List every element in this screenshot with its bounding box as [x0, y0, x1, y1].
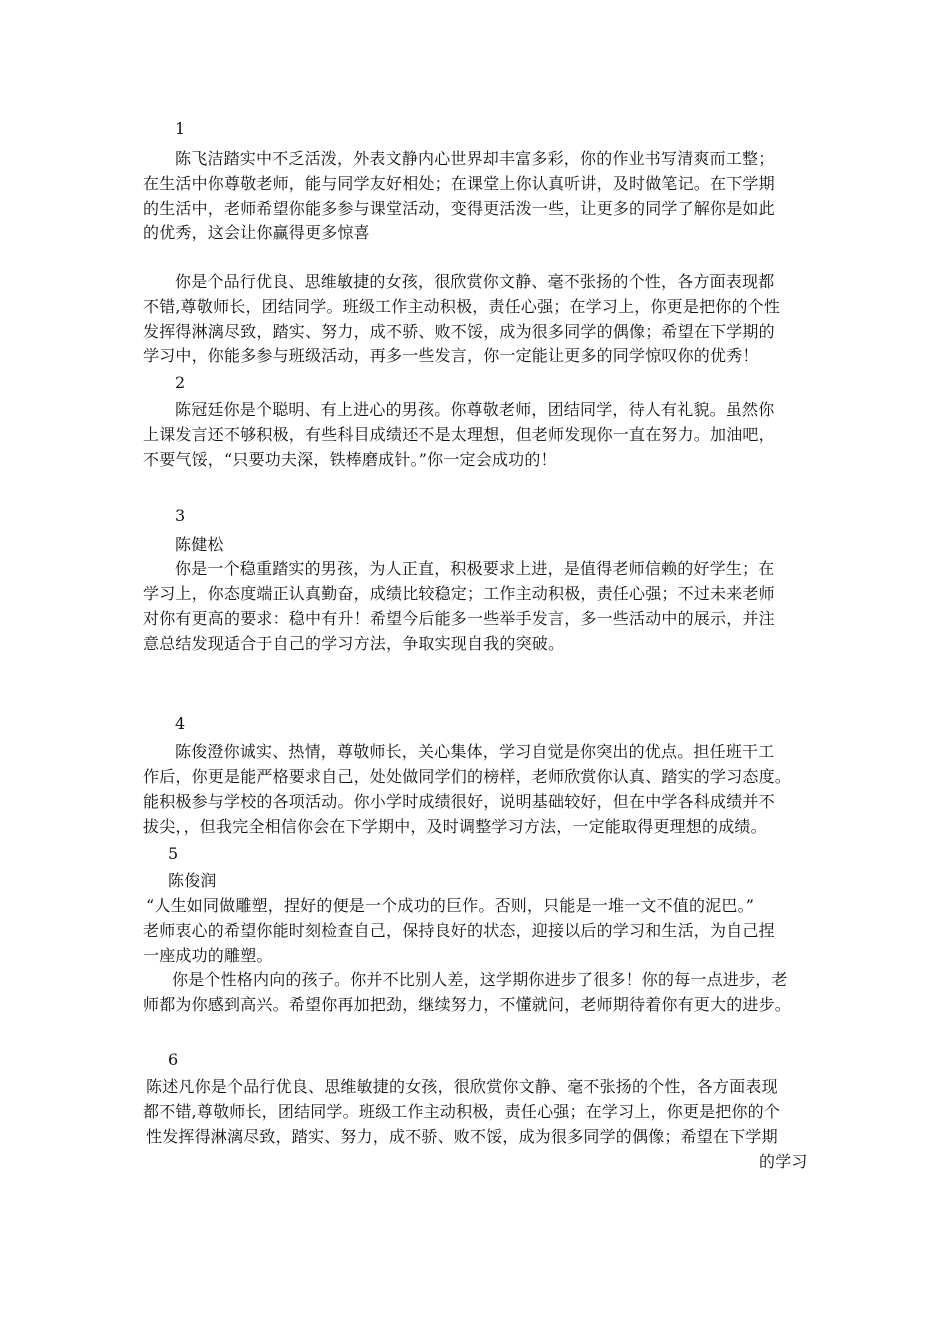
- quote-line: “人生如同做雕塑，捏好的便是一个成功的巨作。否则，只能是一堆一文不值的泥巴。”: [146, 896, 755, 915]
- paragraph-line: 的学习: [759, 1152, 808, 1171]
- paragraph-line: 意总结发现适合于自己的学习方法，争取实现自我的突破。: [143, 634, 565, 653]
- paragraph-line: 一座成功的雕塑。: [143, 946, 273, 965]
- paragraph-line: 作后，你更是能严格要求自己，处处做同学们的榜样，老师欣赏你认真、踏实的学习态度。: [143, 767, 792, 786]
- paragraph-line: 师都为你感到高兴。希望你再加把劲，继续努力，不懂就问，老师期待着你有更大的进步。: [143, 995, 792, 1014]
- paragraph-line: 陈飞洁踏实中不乏活泼，外表文静内心世界却丰富多彩，你的作业书写清爽而工整；: [175, 149, 775, 168]
- paragraph-line: 你是个性格内向的孩子。你并不比别人差，这学期你进步了很多！你的每一点进步，老: [172, 970, 788, 989]
- section-number: 4: [175, 714, 186, 733]
- paragraph-line: 陈述凡你是个品行优良、思维敏捷的女孩，很欣赏你文静、毫不张扬的个性，各方面表现: [146, 1077, 778, 1096]
- student-name: 陈健松: [175, 535, 224, 554]
- paragraph-line: 在生活中你尊敬老师，能与同学友好相处；在课堂上你认真听讲，及时做笔记。在下学期: [143, 174, 775, 193]
- section-number: 3: [175, 506, 186, 525]
- paragraph-line: 性发挥得淋漓尽致，踏实、努力，成不骄、败不馁，成为很多同学的偶像；希望在下学期: [146, 1127, 778, 1146]
- paragraph-line: 的优秀，这会让你赢得更多惊喜: [143, 223, 370, 242]
- paragraph-line: 陈冠廷你是个聪明、有上进心的男孩。你尊敬老师，团结同学，待人有礼貌。虽然你: [175, 400, 775, 419]
- section-number: 2: [175, 373, 186, 392]
- paragraph-line: 你是一个稳重踏实的男孩，为人正直，积极要求上进，是值得老师信赖的好学生；在: [175, 559, 775, 578]
- paragraph-line: 不要气馁，“只要功夫深，铁棒磨成针。”你一定会成功的！: [143, 450, 557, 469]
- student-name: 陈俊润: [168, 871, 217, 890]
- paragraph-line: 陈俊澄你诚实、热情，尊敬师长，关心集体，学习自觉是你突出的优点。担任班干工: [175, 742, 775, 761]
- section-number: 6: [168, 1050, 179, 1069]
- paragraph-line: 的生活中，老师希望你能多参与课堂活动，变得更活泼一些，让更多的同学了解你是如此: [143, 199, 775, 218]
- section-number: 1: [175, 119, 186, 138]
- paragraph-line: 能积极参与学校的各项活动。你小学时成绩很好，说明基础较好，但在中学各科成绩并不: [143, 792, 775, 811]
- paragraph-line: 不错,尊敬师长，团结同学。班级工作主动积极，责任心强；在学习上，你更是把你的个性: [143, 297, 781, 316]
- section-number: 5: [168, 844, 179, 863]
- paragraph-line: 老师衷心的希望你能时刻检查自己，保持良好的状态，迎接以后的学习和生活，为自己捏: [143, 921, 775, 940]
- paragraph-line: 拔尖，，但我完全相信你会在下学期中，及时调整学习方法，一定能取得更理想的成绩。: [143, 817, 767, 836]
- paragraph-line: 都不错,尊敬师长，团结同学。班级工作主动积极，责任心强；在学习上，你更是把你的个: [143, 1102, 781, 1121]
- paragraph-line: 学习中，你能多参与班级活动，再多一些发言，你一定能让更多的同学惊叹你的优秀！: [143, 346, 759, 365]
- paragraph-line: 发挥得淋漓尽致，踏实、努力，成不骄、败不馁，成为很多同学的偶像；希望在下学期的: [143, 322, 775, 341]
- paragraph-line: 上课发言还不够积极，有些科目成绩还不是太理想，但老师发现你一直在努力。加油吧，: [143, 425, 775, 444]
- paragraph-line: 你是个品行优良、思维敏捷的女孩，很欣赏你文静、毫不张扬的个性，各方面表现都: [175, 272, 775, 291]
- paragraph-line: 对你有更高的要求：稳中有升！希望今后能多一些举手发言，多一些活动中的展示，并注: [143, 609, 775, 628]
- paragraph-line: 学习上，你态度端正认真勤奋，成绩比较稳定；工作主动积极，责任心强；不过未来老师: [143, 584, 775, 603]
